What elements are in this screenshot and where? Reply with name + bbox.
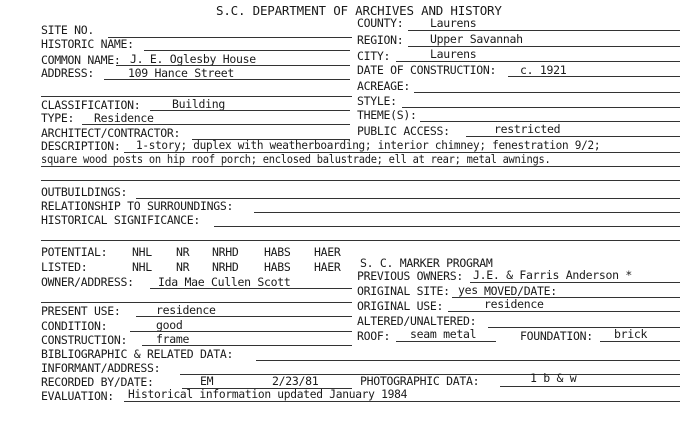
recorded-by-label: RECORDED BY/DATE: — [41, 375, 154, 389]
date-of-construction-value: c. 1921 — [520, 63, 567, 77]
present-use-value: residence — [156, 303, 216, 317]
historical-significance-line — [214, 226, 680, 227]
potential-haer: HAER — [314, 245, 341, 259]
photographic-label: PHOTOGRAPHIC DATA: — [360, 374, 480, 388]
public-access-label: PUBLIC ACCESS: — [357, 124, 450, 138]
date-of-construction-line — [508, 76, 680, 77]
public-access-value: restricted — [494, 122, 561, 136]
condition-value: good — [156, 318, 183, 332]
owner-address-line — [150, 288, 352, 289]
city-label: CITY: — [357, 49, 391, 63]
previous-owners-value: J.E. & Farris Anderson * — [473, 268, 632, 282]
county-line — [408, 30, 680, 31]
altered-unaltered-label: ALTERED/UNALTERED: — [357, 314, 477, 328]
outbuildings-label: OUTBUILDINGS: — [41, 185, 128, 199]
original-use-value: residence — [484, 297, 544, 311]
site-no-line — [108, 37, 352, 38]
original-site-label: ORIGINAL SITE: — [357, 284, 450, 298]
description-rule-2 — [41, 166, 680, 167]
address-line — [104, 79, 350, 80]
listed-nhl: NHL — [132, 260, 152, 274]
address-label: ADDRESS: — [41, 66, 94, 80]
classification-value: Building — [172, 97, 225, 111]
evaluation-line — [124, 401, 680, 402]
photographic-value: 1 b & w — [530, 371, 577, 385]
original-site-value: yes — [458, 283, 478, 297]
site-no-label: SITE NO. — [41, 23, 94, 37]
description-label: DESCRIPTION: — [41, 139, 121, 153]
common-name-label: COMMON NAME: — [41, 53, 121, 67]
potential-nr: NR — [176, 245, 190, 259]
region-label: REGION: — [357, 33, 404, 47]
owner-address-label: OWNER/ADDRESS: — [41, 275, 134, 289]
acreage-line — [414, 92, 680, 93]
present-use-label: PRESENT USE: — [41, 304, 121, 318]
region-value: Upper Savannah — [430, 32, 523, 46]
type-line — [82, 124, 350, 125]
form-title: S.C. DEPARTMENT OF ARCHIVES AND HISTORY — [216, 3, 502, 18]
evaluation-label: EVALUATION: — [41, 389, 114, 403]
city-value: Laurens — [430, 47, 477, 61]
recorded-by-value: EM — [200, 374, 214, 388]
type-value: Residence — [94, 111, 154, 125]
architect-label: ARCHITECT/CONTRACTOR: — [41, 126, 181, 140]
bibliographic-label: BIBLIOGRAPHIC & RELATED DATA: — [41, 347, 234, 361]
roof-line — [396, 341, 496, 342]
historic-name-line — [144, 50, 350, 51]
significance-rule-2 — [41, 240, 680, 241]
description-rule-3 — [41, 180, 680, 181]
potential-label: POTENTIAL: — [41, 245, 108, 259]
date-of-construction-label: DATE OF CONSTRUCTION: — [357, 63, 497, 77]
description-line-2: square wood posts on hip roof porch; enclosed balustrade; ell at rear; metal awnings. — [41, 152, 551, 166]
recorded-date-value: 2/23/81 — [272, 374, 319, 388]
address-value: 109 Hance Street — [128, 66, 234, 80]
roof-label: ROOF: — [357, 329, 391, 343]
historical-significance-label: HISTORICAL SIGNIFICANCE: — [41, 213, 200, 227]
common-name-value: J. E. Oglesby House — [130, 52, 256, 66]
listed-nrhd: NRHD — [212, 260, 239, 274]
moved-date-label: MOVED/DATE: — [484, 284, 557, 298]
foundation-line — [600, 341, 680, 342]
original-use-label: ORIGINAL USE: — [357, 299, 444, 313]
evaluation-value: Historical information updated January 1984 — [128, 387, 408, 401]
potential-habs: HABS — [264, 245, 291, 259]
previous-owners-label: PREVIOUS OWNERS: — [357, 269, 463, 283]
construction-value: frame — [156, 332, 190, 346]
owner-address-value: Ida Mae Cullen Scott — [158, 275, 291, 289]
photographic-line — [500, 386, 680, 387]
type-label: TYPE: — [41, 111, 75, 125]
foundation-label: FOUNDATION: — [520, 329, 593, 343]
historic-name-label: HISTORIC NAME: — [41, 37, 134, 51]
foundation-value: brick — [614, 327, 648, 341]
listed-haer: HAER — [314, 260, 341, 274]
informant-label: INFORMANT/ADDRESS: — [41, 361, 161, 375]
county-value: Laurens — [430, 16, 477, 30]
classification-label: CLASSIFICATION: — [41, 98, 141, 112]
potential-nhl: NHL — [132, 245, 152, 259]
listed-nr: NR — [176, 260, 190, 274]
listed-habs: HABS — [264, 260, 291, 274]
altered-unaltered-line — [488, 327, 680, 328]
city-line — [396, 61, 680, 62]
potential-nrhd: NRHD — [212, 245, 239, 259]
construction-line — [142, 345, 352, 346]
style-line — [402, 107, 680, 108]
county-label: COUNTY: — [357, 16, 404, 30]
condition-label: CONDITION: — [41, 319, 108, 333]
roof-value: seam metal — [410, 327, 477, 341]
present-use-line — [136, 316, 352, 317]
style-label: STYLE: — [357, 94, 397, 108]
previous-owners-line — [470, 282, 680, 283]
marker-program-label: S. C. MARKER PROGRAM — [360, 256, 493, 270]
relationship-label: RELATIONSHIP TO SURROUNDINGS: — [41, 199, 234, 213]
relationship-line — [254, 212, 680, 213]
listed-label: LISTED: — [41, 260, 88, 274]
description-line-1: 1-story; duplex with weatherboarding; interior chimney; fenestration 9/2; — [136, 138, 601, 152]
construction-label: CONSTRUCTION: — [41, 333, 128, 347]
classification-line — [150, 110, 350, 111]
bibliographic-line — [256, 360, 680, 361]
public-access-line — [466, 136, 680, 137]
theme-label: THEME(S): — [357, 108, 417, 122]
acreage-label: ACREAGE: — [357, 79, 410, 93]
original-use-line — [448, 311, 680, 312]
